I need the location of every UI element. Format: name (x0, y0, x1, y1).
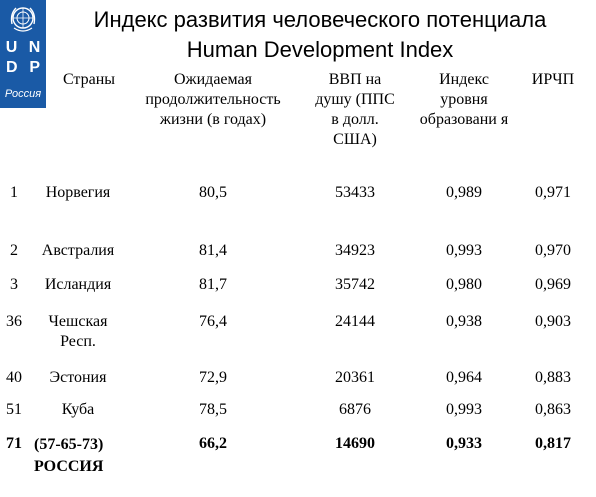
logo-caption: Россия (4, 88, 42, 100)
row-country: Норвегия (45, 184, 111, 201)
header-education-index: Индекс уровня образовани я (419, 71, 509, 128)
row-edu: 0,993 (446, 242, 482, 259)
undp-letters (0, 40, 46, 76)
row-hdi: 0,970 (535, 242, 571, 259)
row-life: 81,7 (199, 276, 227, 293)
row-edu: 0,933 (446, 435, 482, 452)
row-life: 76,4 (199, 313, 227, 330)
row-life: 78,5 (199, 401, 227, 418)
row-gdp: 53433 (335, 184, 375, 201)
title-english: Human Development Index (186, 37, 454, 62)
undp-logo (0, 0, 46, 108)
row-life: 66,2 (199, 435, 227, 452)
row-gdp: 34923 (335, 242, 375, 259)
row-gdp: 6876 (339, 401, 371, 418)
row-hdi: 0,863 (535, 401, 571, 418)
row-rank: 2 (10, 242, 18, 259)
header-life-expectancy: Ожидаемая продолжительность жизни (в годах) (145, 71, 281, 128)
row-edu: 0,980 (446, 276, 482, 293)
un-emblem-icon (7, 4, 39, 36)
logo-letter: D (5, 59, 18, 76)
row-gdp: 35742 (335, 276, 375, 293)
row-country: Исландия (44, 276, 112, 293)
row-edu: 0,993 (446, 401, 482, 418)
row-hdi: 0,817 (535, 435, 571, 452)
row-gdp: 20361 (335, 369, 375, 386)
row-rank: 40 (6, 369, 22, 386)
row-gdp: 24144 (335, 313, 375, 330)
logo-letter: N (28, 39, 41, 56)
row-edu: 0,938 (446, 313, 482, 330)
row-country: Австралия (41, 242, 115, 259)
row-country: Эстония (49, 369, 107, 386)
row-rank: 1 (10, 184, 18, 201)
logo-letter: P (29, 59, 41, 76)
row-life: 80,5 (199, 184, 227, 201)
title-russian: Индекс развития человеческого потенциала (93, 7, 547, 32)
row-country: Чешская Респ. (48, 313, 108, 350)
row-edu: 0,989 (446, 184, 482, 201)
row-life: 72,9 (199, 369, 227, 386)
row-hdi: 0,903 (535, 313, 571, 330)
row-hdi: 0,883 (535, 369, 571, 386)
header-country: Страны (62, 71, 116, 88)
row-country: (57-65-73) РОССИЯ (34, 436, 104, 475)
header-gdp: ВВП на душу (ППС в долл. США) (315, 71, 395, 148)
row-rank: 71 (6, 435, 22, 452)
row-country: Куба (61, 401, 95, 418)
row-rank: 51 (6, 401, 22, 418)
row-rank: 3 (10, 276, 18, 293)
row-gdp: 14690 (335, 435, 375, 452)
row-hdi: 0,969 (535, 276, 571, 293)
row-life: 81,4 (199, 242, 227, 259)
row-rank: 36 (6, 313, 22, 330)
row-hdi: 0,971 (535, 184, 571, 201)
logo-letter: U (5, 39, 18, 56)
header-hdi: ИРЧП (531, 71, 575, 88)
row-edu: 0,964 (446, 369, 482, 386)
